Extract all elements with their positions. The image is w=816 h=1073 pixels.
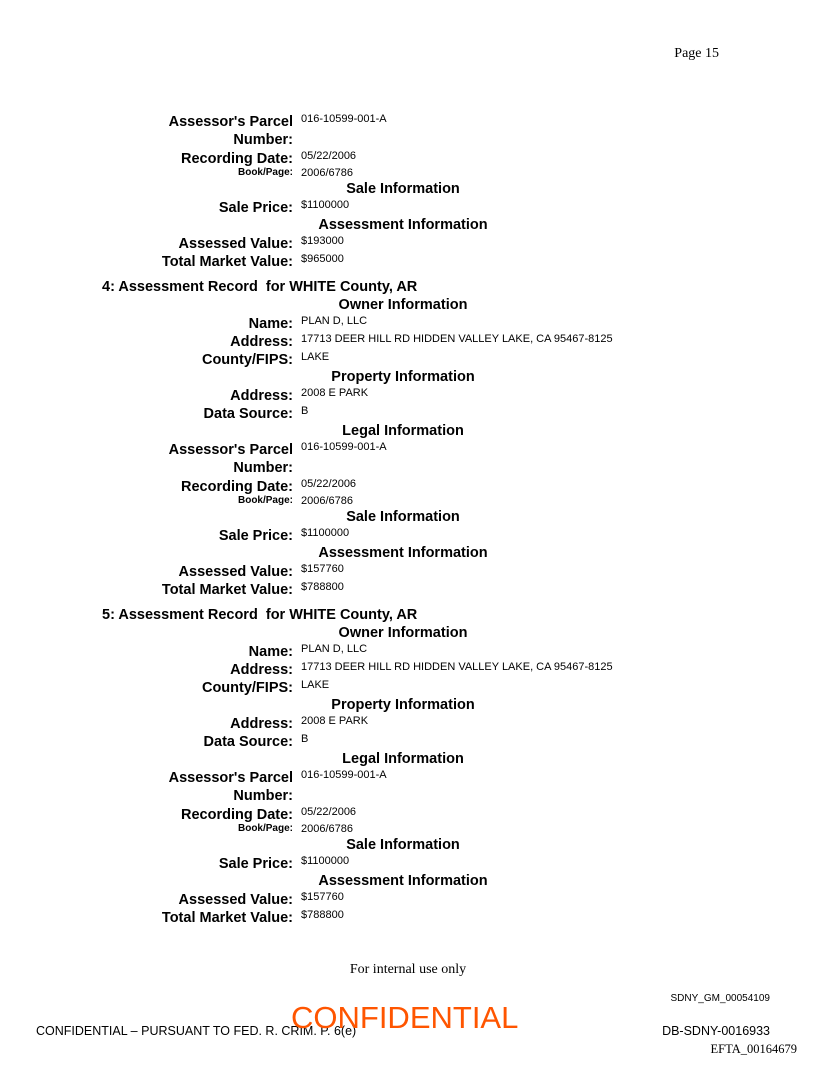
- recording-date-label: Recording Date:: [181, 151, 293, 167]
- record-header: [0, 606, 816, 624]
- confidential-notice: CONFIDENTIAL – PURSUANT TO FED. R. CRIM. P. 6(e): [36, 1024, 357, 1038]
- legal-info-heading: Legal Information: [342, 423, 464, 439]
- section-heading: [0, 296, 816, 314]
- recording-date-row: [0, 149, 816, 167]
- recording-date-row: [0, 805, 816, 823]
- total-market-value-label: Total Market Value:: [161, 582, 293, 598]
- section-heading: [0, 624, 816, 642]
- recording-date-value: 05/22/2006: [301, 478, 357, 490]
- parcel-label: Assessor's Parcel Number:: [168, 114, 293, 148]
- name-label: Name:: [248, 644, 293, 660]
- sale-price-row: [0, 526, 816, 544]
- page-number: Page 15: [674, 46, 719, 61]
- sale-info-heading: Sale Information: [346, 509, 460, 525]
- sale-price-value: $1100000: [301, 199, 350, 211]
- county-fips-value: LAKE: [301, 351, 330, 363]
- book-page-row: [0, 167, 816, 180]
- parcel-row: [0, 768, 816, 805]
- county-fips-value: LAKE: [301, 679, 330, 691]
- section-heading: [0, 872, 816, 890]
- parcel-label: Assessor's Parcel Number:: [168, 770, 293, 804]
- total-market-value-label: Total Market Value:: [161, 254, 293, 270]
- county-fips-row: [0, 678, 816, 696]
- parcel-value: 016-10599-001-A: [301, 769, 387, 781]
- property-address-label: Address:: [230, 388, 293, 404]
- assessed-value-value: $193000: [301, 235, 344, 247]
- data-source-row: [0, 732, 816, 750]
- owner-info-heading: Owner Information: [338, 625, 468, 641]
- parcel-label: Assessor's Parcel Number:: [168, 442, 293, 476]
- county-fips-row: [0, 350, 816, 368]
- sale-price-value: $1100000: [301, 855, 350, 867]
- confidential-stamp: CONFIDENTIAL: [291, 1000, 519, 1035]
- owner-info-heading: Owner Information: [338, 297, 468, 313]
- property-address-value: 2008 E PARK: [301, 715, 369, 727]
- sale-price-label: Sale Price:: [218, 856, 293, 872]
- name-row: [0, 314, 816, 332]
- section-heading: [0, 422, 816, 440]
- record-5-title: 5: Assessment Record for WHITE County, AR: [102, 607, 418, 623]
- assessment-info-heading: Assessment Information: [318, 873, 488, 889]
- section-heading: [0, 836, 816, 854]
- sale-price-row: [0, 198, 816, 216]
- county-fips-label: County/FIPS:: [201, 680, 293, 696]
- name-label: Name:: [248, 316, 293, 332]
- book-page-row: [0, 823, 816, 836]
- book-page-row: [0, 495, 816, 508]
- owner-address-row: [0, 660, 816, 678]
- report-body: [0, 112, 816, 926]
- property-address-value: 2008 E PARK: [301, 387, 369, 399]
- book-page-value: 2006/6786: [301, 495, 353, 507]
- name-value: PLAN D, LLC: [301, 315, 368, 327]
- efta-number: EFTA_00164679: [710, 1042, 797, 1056]
- sale-price-row: [0, 854, 816, 872]
- section-heading: [0, 696, 816, 714]
- book-page-value: 2006/6786: [301, 167, 353, 179]
- data-source-label: Data Source:: [203, 734, 293, 750]
- assessed-value-row: [0, 562, 816, 580]
- total-market-value-value: $788800: [301, 909, 344, 921]
- assessed-value-value: $157760: [301, 891, 344, 903]
- owner-address-value: 17713 DEER HILL RD HIDDEN VALLEY LAKE, CA 95467-8125: [301, 333, 613, 345]
- assessed-value-row: [0, 234, 816, 252]
- recording-date-value: 05/22/2006: [301, 150, 357, 162]
- section-heading: [0, 368, 816, 386]
- assessed-value-label: Assessed Value:: [178, 236, 293, 252]
- recording-date-label: Recording Date:: [181, 479, 293, 495]
- legal-info-heading: Legal Information: [342, 751, 464, 767]
- owner-address-label: Address:: [230, 334, 293, 350]
- recording-date-value: 05/22/2006: [301, 806, 357, 818]
- assessed-value-label: Assessed Value:: [178, 892, 293, 908]
- name-value: PLAN D, LLC: [301, 643, 368, 655]
- property-info-heading: Property Information: [331, 369, 475, 385]
- book-page-value: 2006/6786: [301, 823, 353, 835]
- property-address-row: [0, 714, 816, 732]
- assessment-info-heading: Assessment Information: [318, 217, 488, 233]
- property-info-heading: Property Information: [331, 697, 475, 713]
- owner-address-row: [0, 332, 816, 350]
- sale-price-label: Sale Price:: [218, 528, 293, 544]
- sale-info-heading: Sale Information: [346, 837, 460, 853]
- sale-info-heading: Sale Information: [346, 181, 460, 197]
- bates-number-bottom: DB-SDNY-0016933: [662, 1024, 770, 1038]
- data-source-label: Data Source:: [203, 406, 293, 422]
- record-header: [0, 278, 816, 296]
- recording-date-label: Recording Date:: [181, 807, 293, 823]
- total-market-value-value: $965000: [301, 253, 344, 265]
- assessed-value-value: $157760: [301, 563, 344, 575]
- parcel-row: [0, 112, 816, 149]
- owner-address-value: 17713 DEER HILL RD HIDDEN VALLEY LAKE, CA 95467-8125: [301, 661, 613, 673]
- total-market-value-row: [0, 908, 816, 926]
- property-address-row: [0, 386, 816, 404]
- section-heading: [0, 544, 816, 562]
- assessed-value-label: Assessed Value:: [178, 564, 293, 580]
- total-market-value-value: $788800: [301, 581, 344, 593]
- recording-date-row: [0, 477, 816, 495]
- county-fips-label: County/FIPS:: [201, 352, 293, 368]
- name-row: [0, 642, 816, 660]
- book-page-label: Book/Page:: [237, 823, 293, 834]
- parcel-value: 016-10599-001-A: [301, 113, 387, 125]
- section-heading: [0, 216, 816, 234]
- sale-price-value: $1100000: [301, 527, 350, 539]
- data-source-value: B: [301, 733, 309, 745]
- total-market-value-label: Total Market Value:: [161, 910, 293, 926]
- total-market-value-row: [0, 252, 816, 270]
- data-source-value: B: [301, 405, 309, 417]
- internal-use-note: For internal use only: [349, 962, 467, 977]
- sale-price-label: Sale Price:: [218, 200, 293, 216]
- data-source-row: [0, 404, 816, 422]
- section-heading: [0, 750, 816, 768]
- book-page-label: Book/Page:: [237, 495, 293, 506]
- record-4-title: 4: Assessment Record for WHITE County, AR: [102, 279, 418, 295]
- parcel-value: 016-10599-001-A: [301, 441, 387, 453]
- owner-address-label: Address:: [230, 662, 293, 678]
- assessed-value-row: [0, 890, 816, 908]
- total-market-value-row: [0, 580, 816, 598]
- section-heading: [0, 180, 816, 198]
- book-page-label: Book/Page:: [237, 167, 293, 178]
- bates-number-top: SDNY_GM_00054109: [670, 993, 770, 1004]
- section-heading: [0, 508, 816, 526]
- property-address-label: Address:: [230, 716, 293, 732]
- assessment-info-heading: Assessment Information: [318, 545, 488, 561]
- parcel-row: [0, 440, 816, 477]
